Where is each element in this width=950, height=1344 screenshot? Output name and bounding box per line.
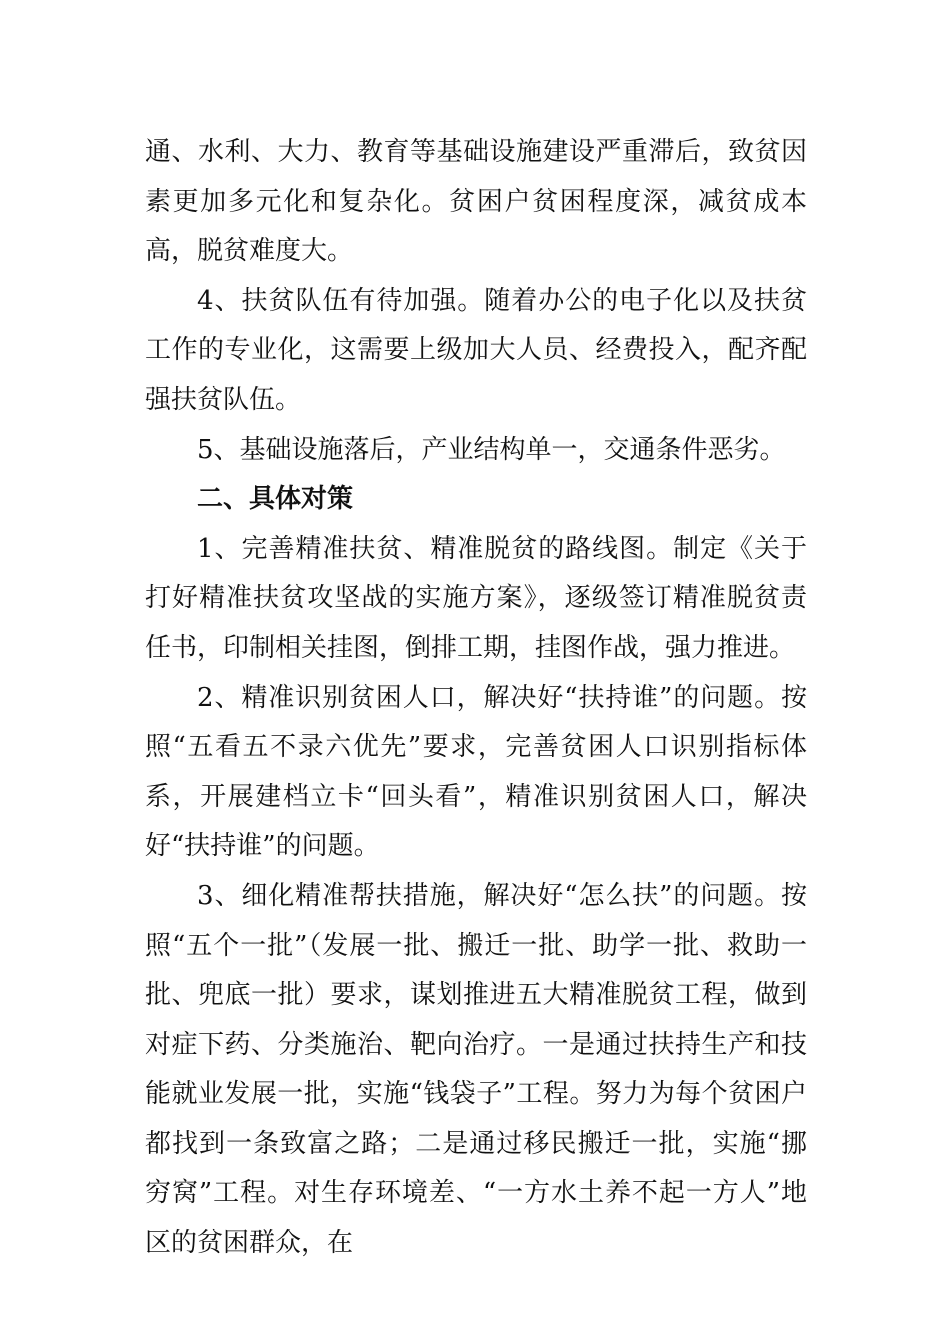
paragraph-item-5: 5、基础设施落后，产业结构单一，交通条件恶劣。 bbox=[197, 434, 786, 465]
document-body bbox=[145, 128, 807, 1269]
paragraph-measure-1: 1、完善精准扶贫、精准脱贫的路线图。制定《关于打好精准扶贫攻坚战的实施方案》，逐级签订精准脱贫责任书，印制相关挂图，倒排工期，挂图作战，强力推进。 bbox=[145, 533, 807, 663]
paragraph-measure-2: 2、精准识别贫困人口，解决好“扶持谁”的问题。按照“五看五不录六优先”要求，完善贫困人口识别指标体系，开展建档立卡“回头看”，精准识别贫困人口，解决好“扶持谁”的问题。 bbox=[145, 682, 807, 862]
paragraph-measure-3: 3、细化精准帮扶措施，解决好“怎么扶”的问题。按照“五个一批”（发展一批、搬迁一批、助学一批、救助一批、兜底一批）要求，谋划推进五大精准脱贫工程，做到对症下药、分类施治、靶向治疗。一是通过扶持生产和技能就业发展一批，实施“钱袋子”工程。努力为每个贫困户都找到一条致富之路；二是通过移民搬迁一批，实施“挪穷窝”工程。对生存环境差、“一方水土养不起一方人”地区的贫困群众，在 bbox=[145, 880, 807, 1259]
paragraph-item-4: 4、扶贫队伍有待加强。随着办公的电子化以及扶贫工作的专业化，这需要上级加大人员、经费投入，配齐配强扶贫队伍。 bbox=[145, 285, 807, 415]
paragraph-continuation: 通、水利、大力、教育等基础设施建设严重滞后，致贫因素更加多元化和复杂化。贫困户贫困程度深，减贫成本高，脱贫难度大。 bbox=[145, 137, 807, 267]
section-heading: 二、具体对策 bbox=[197, 484, 354, 515]
